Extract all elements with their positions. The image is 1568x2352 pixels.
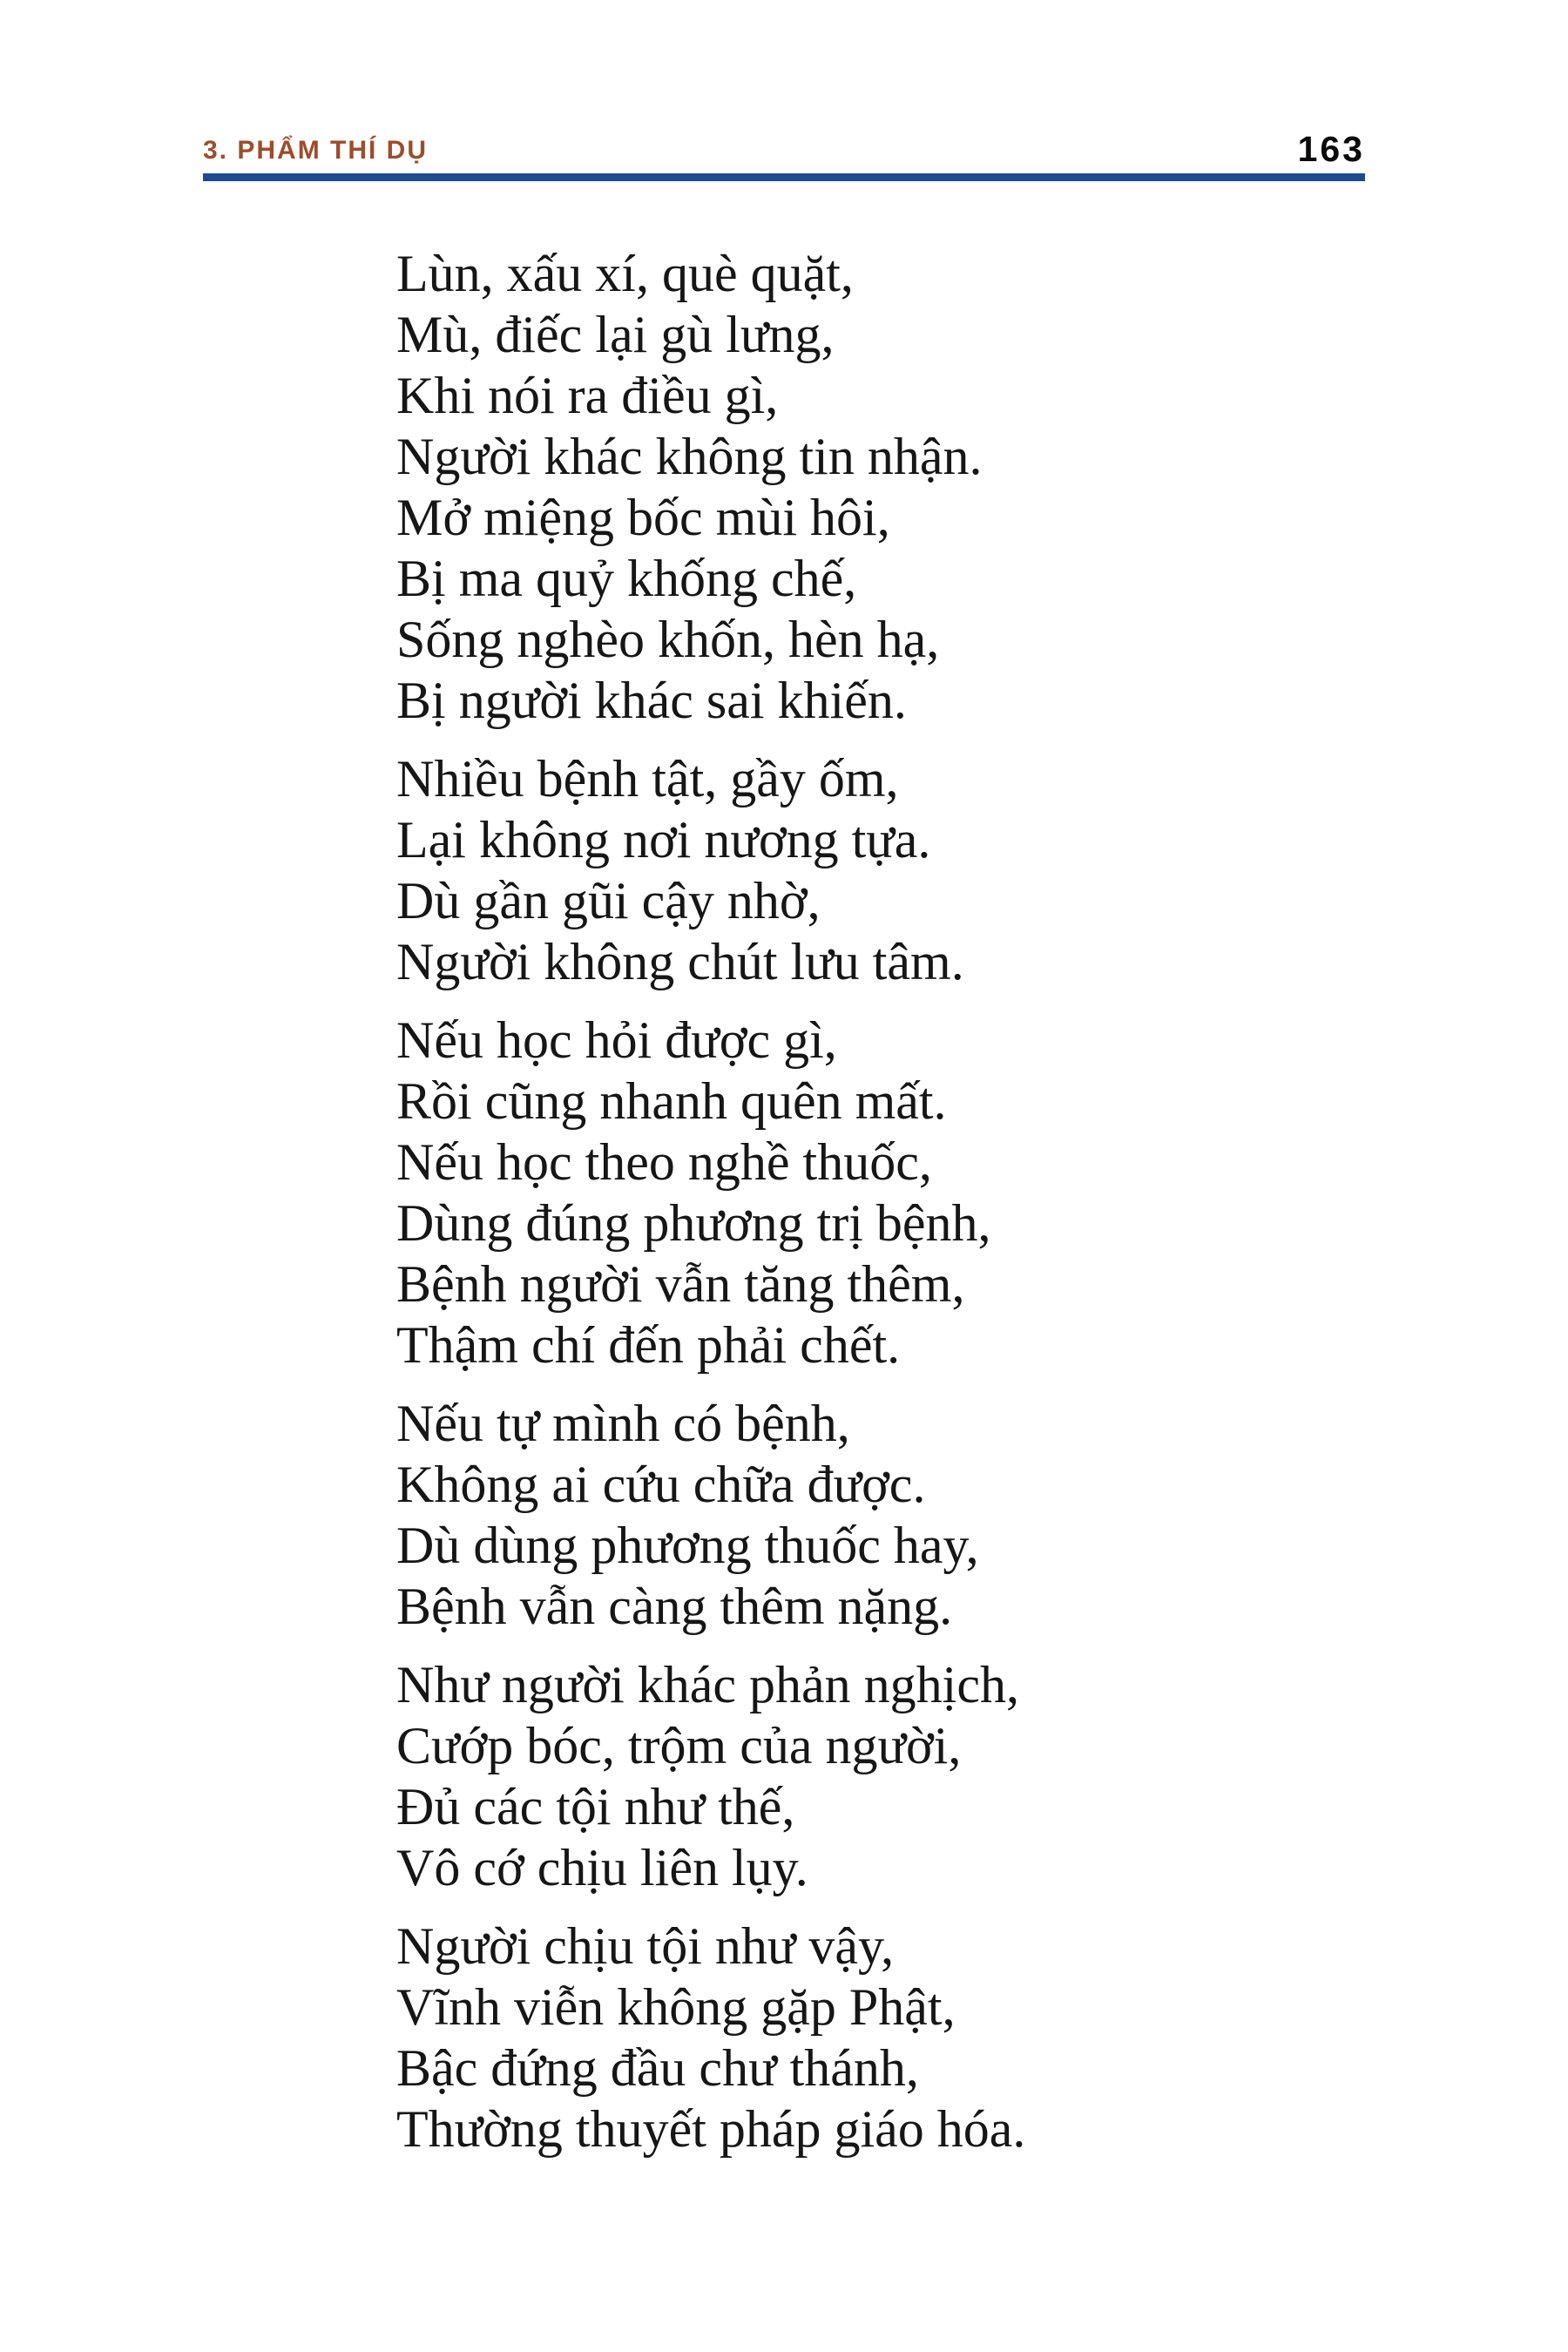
poem-line: Dù dùng phương thuốc hay, bbox=[396, 1517, 979, 1574]
poem-line: Bệnh người vẫn tăng thêm, bbox=[396, 1255, 965, 1313]
stanza bbox=[396, 243, 1025, 731]
poem-line: Thường thuyết pháp giáo hóa. bbox=[396, 2100, 1026, 2158]
stanza bbox=[396, 1010, 1025, 1375]
poem-line: Cướp bóc, trộm của người, bbox=[396, 1717, 962, 1774]
poem-line: Mở miệng bốc mùi hôi, bbox=[396, 489, 890, 546]
stanza bbox=[396, 1654, 1025, 1898]
poem-line: Thậm chí đến phải chết. bbox=[396, 1316, 901, 1374]
stanza bbox=[396, 1916, 1025, 2159]
poem-line: Bệnh vẫn càng thêm nặng. bbox=[396, 1578, 953, 1635]
poem-line: Nhiều bệnh tật, gầy ốm, bbox=[396, 750, 899, 808]
poem-line: Lùn, xấu xí, què quặt, bbox=[396, 245, 854, 302]
page-number: 163 bbox=[1297, 129, 1365, 169]
poem-line: Không ai cứu chữa được. bbox=[396, 1456, 926, 1513]
poem-line: Vô cớ chịu liên lụy. bbox=[396, 1839, 808, 1896]
poem-line: Bị ma quỷ khống chế, bbox=[396, 550, 857, 607]
poem-line: Lại không nơi nương tựa. bbox=[396, 811, 931, 868]
chapter-title: 3. PHẨM THÍ DỤ bbox=[203, 136, 429, 165]
poem-line: Khi nói ra điều gì, bbox=[396, 367, 779, 424]
poem bbox=[396, 243, 1025, 2177]
poem-line: Mù, điếc lại gù lưng, bbox=[396, 306, 835, 363]
poem-line: Người không chút lưu tâm. bbox=[396, 933, 964, 990]
poem-line: Nếu học theo nghề thuốc, bbox=[396, 1133, 932, 1191]
poem-line: Dùng đúng phương trị bệnh, bbox=[396, 1194, 991, 1252]
poem-line: Rồi cũng nhanh quên mất. bbox=[396, 1072, 947, 1130]
poem-line: Đủ các tội như thế, bbox=[396, 1778, 795, 1835]
poem-line: Nếu tự mình có bệnh, bbox=[396, 1395, 850, 1452]
poem-line: Bậc đứng đầu chư thánh, bbox=[396, 2039, 919, 2097]
stanza bbox=[396, 748, 1025, 992]
header-rule bbox=[203, 173, 1365, 181]
poem-line: Vĩnh viễn không gặp Phật, bbox=[396, 1978, 956, 2036]
poem-line: Người chịu tội như vậy, bbox=[396, 1917, 895, 1975]
poem-line: Bị người khác sai khiến. bbox=[396, 672, 907, 729]
stanza bbox=[396, 1393, 1025, 1637]
poem-line: Nếu học hỏi được gì, bbox=[396, 1011, 837, 1069]
poem-line: Sống nghèo khốn, hèn hạ, bbox=[396, 611, 940, 668]
page-header bbox=[203, 120, 1365, 167]
poem-line: Như người khác phản nghịch, bbox=[396, 1656, 1019, 1713]
poem-line: Người khác không tin nhận. bbox=[396, 428, 983, 485]
poem-line: Dù gần gũi cậy nhờ, bbox=[396, 872, 821, 929]
